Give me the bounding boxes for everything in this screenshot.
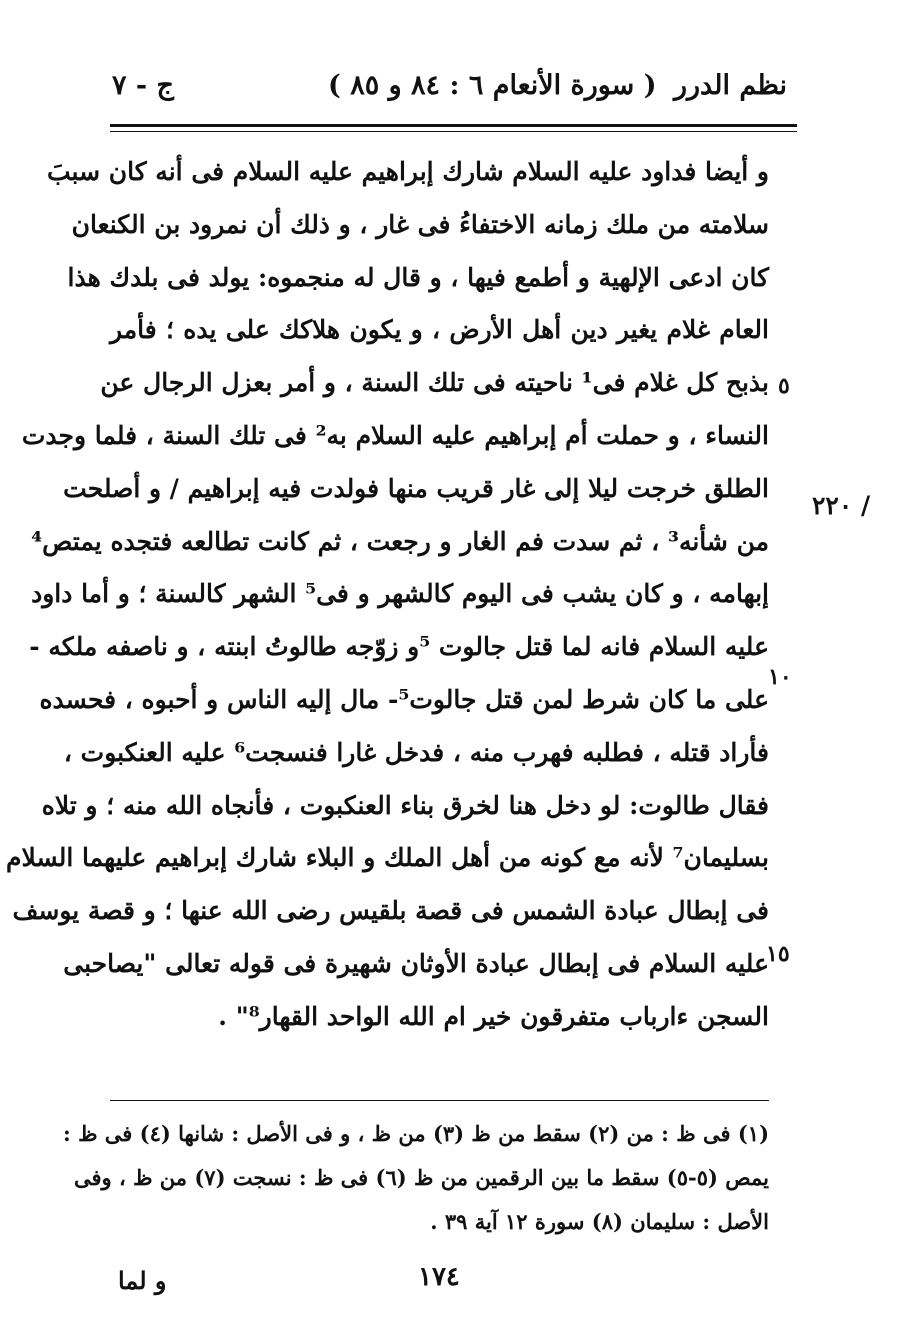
text-line: إبهامه ، و كان يشب فى اليوم كالشهر و فى⁵ الشهر كالسنة ؛ و أما داود xyxy=(31,579,769,609)
text-line: كان ادعى الإلهية و أطمع فيها ، و قال له منجموه: يولد فى بلدك هذا xyxy=(67,262,769,292)
main-text xyxy=(6,146,769,1044)
footnote-line: يمص (٥-٥) سقط ما بين الرقمين من ظ (٦) فى ظ : نسجت (٧) من ظ ، وفى xyxy=(73,1165,769,1190)
text-line: فأراد قتله ، فطلبه فهرب منه ، فدخل غارا فنسجت⁶ عليه العنكبوت ، xyxy=(63,737,769,767)
text-line: فى إبطال عبادة الشمس فى قصة بلقيس رضى الله عنها ؛ و قصة يوسف xyxy=(12,896,769,926)
sura-reference: ( سورة الأنعام ٦ : ٨٤ و ٨٥ ) xyxy=(328,70,657,101)
footnotes xyxy=(63,1112,769,1244)
text-line: السجن ءارباب متفرقون خير ام الله الواحد القهار⁸" . xyxy=(218,1001,769,1031)
running-title: نظم الدرر xyxy=(673,70,787,101)
text-line: من شأنه³ ، ثم سدت فم الغار و رجعت ، ثم كانت تطالعه فتجده يمتص⁴ xyxy=(31,526,769,556)
catchword: و لما xyxy=(118,1266,167,1295)
text-line: العام غلام يغير دين أهل الأرض ، و يكون هلاكك على يده ؛ فأمر xyxy=(110,315,769,345)
line-number-15: ١٥ xyxy=(766,941,790,967)
text-line: عليه السلام فانه لما قتل جالوت ⁵و زوّجه طالوتُ ابنته ، و ناصفه ملكه - xyxy=(29,632,769,662)
line-number-5: ٥ xyxy=(778,373,790,399)
text-line: النساء ، و حملت أم إبراهيم عليه السلام به² فى تلك السنة ، فلما وجدت xyxy=(21,420,769,450)
text-line: عليه السلام فى إبطال عبادة الأوثان شهيرة فى قوله تعالى "يصاحبى xyxy=(63,948,769,978)
footnote-line: الأصل : سليمان (٨) سورة ١٢ آية ٣٩ . xyxy=(430,1209,769,1234)
header-rule xyxy=(110,124,797,127)
header-rule-thin xyxy=(110,131,797,132)
footnote-line: (١) فى ظ : من (٢) سقط من ظ (٣) من ظ ، و فى الأصل : شانها (٤) فى ظ : xyxy=(63,1121,769,1146)
manuscript-folio-marker: ٢٢٠ / xyxy=(812,491,871,520)
text-line: فقال طالوت: لو دخل هنا لخرق بناء العنكبوت ، فأنجاه الله منه ؛ و تلاه xyxy=(41,790,769,820)
text-line: بذبح كل غلام فى¹ ناحيته فى تلك السنة ، و أمر بعزل الرجال عن xyxy=(100,368,769,398)
page-number: ١٧٤ xyxy=(418,1262,460,1292)
line-number-10: ١٠ xyxy=(768,664,792,690)
text-line: الطلق خرجت ليلا إلى غار قريب منها فولدت فيه إبراهيم / و أصلحت xyxy=(63,473,769,503)
footnote-rule xyxy=(110,1100,769,1101)
text-line: على ما كان شرط لمن قتل جالوت⁵- مال إليه الناس و أحبوه ، فحسده xyxy=(39,684,769,714)
text-line: بسليمان⁷ لأنه مع كونه من أهل الملك و البلاء شارك إبراهيم عليهما السلام xyxy=(6,843,769,873)
text-line: سلامته من ملك زمانه الاختفاءُ فى غار ، و ذلك أن نمرود بن الكنعان xyxy=(71,209,769,239)
volume-number: ج - ٧ xyxy=(112,70,174,101)
text-line: و أيضا فداود عليه السلام شارك إبراهيم عليه السلام فى أنه كان سببَ xyxy=(46,157,769,186)
